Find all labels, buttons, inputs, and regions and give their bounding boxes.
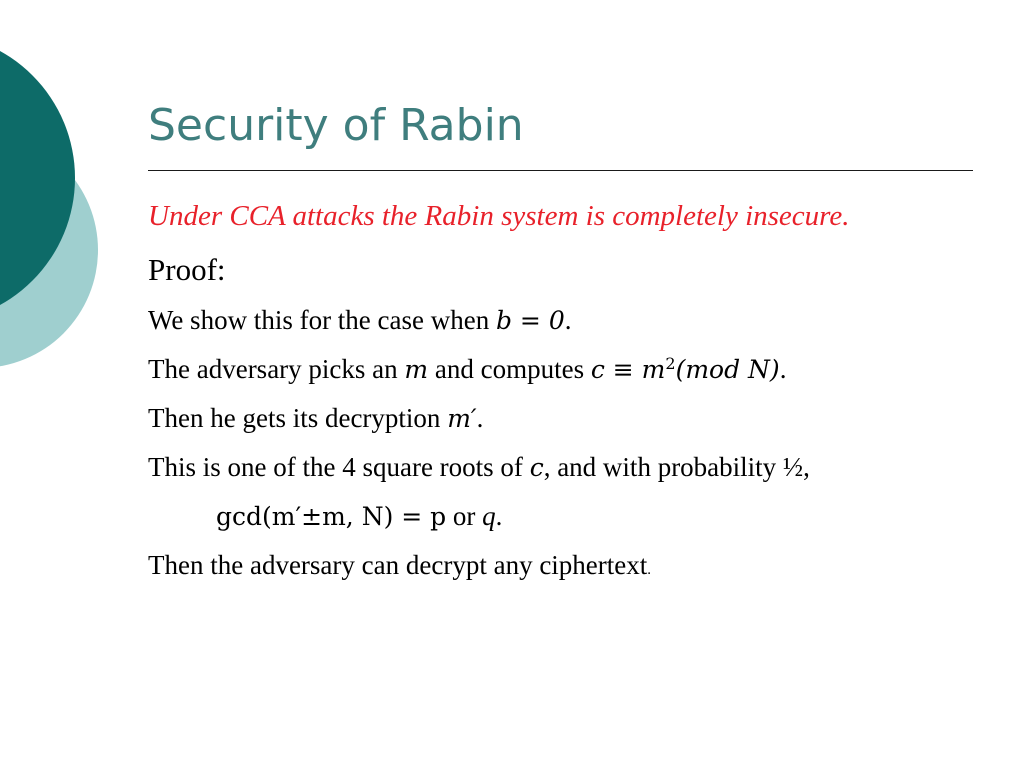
text: . bbox=[564, 305, 572, 335]
math-b-equals-0: b = 0 bbox=[495, 306, 565, 335]
text: This is one of the 4 square roots of bbox=[148, 452, 530, 482]
math-m: m bbox=[404, 355, 429, 384]
text: We show this for the case when bbox=[148, 305, 496, 335]
text: or bbox=[446, 501, 483, 531]
math-mod-n: (mod N) bbox=[675, 355, 780, 384]
title-underline bbox=[148, 170, 973, 171]
decorative-circles bbox=[0, 0, 110, 420]
text: Then the adversary can decrypt any ciphertext bbox=[148, 550, 648, 580]
proof-line-case bbox=[148, 296, 1008, 345]
math-q: q bbox=[482, 501, 496, 531]
proof-line-gcd bbox=[148, 492, 1008, 541]
math-c: c bbox=[529, 453, 544, 482]
math-m-prime: m′ bbox=[447, 404, 477, 433]
proof-label: Proof: bbox=[148, 252, 226, 287]
math-gcd-expression: gcd(m′±m, N) = p bbox=[216, 502, 447, 531]
proof-line-conclusion bbox=[148, 541, 1008, 590]
text: Then he gets its decryption bbox=[148, 403, 448, 433]
text: , and with probability ½, bbox=[543, 452, 810, 482]
text: . bbox=[476, 403, 484, 433]
slide-title: Security of Rabin bbox=[148, 100, 524, 151]
exponent-two: 2 bbox=[665, 354, 676, 374]
text: and computes bbox=[428, 354, 591, 384]
claim-statement: Under CCA attacks the Rabin system is completely insecure. bbox=[148, 200, 850, 232]
text: . bbox=[495, 501, 503, 531]
text: The adversary picks an bbox=[148, 354, 405, 384]
slide-body bbox=[148, 190, 1008, 590]
proof-line-decryption bbox=[148, 394, 1008, 443]
math-exponent bbox=[665, 355, 675, 384]
proof-line-square-roots bbox=[148, 443, 1008, 492]
math-c-congruent: c ≡ m bbox=[590, 355, 666, 384]
proof-line-adversary-picks bbox=[148, 345, 1008, 394]
text: . bbox=[779, 354, 787, 384]
text: . bbox=[647, 562, 652, 578]
